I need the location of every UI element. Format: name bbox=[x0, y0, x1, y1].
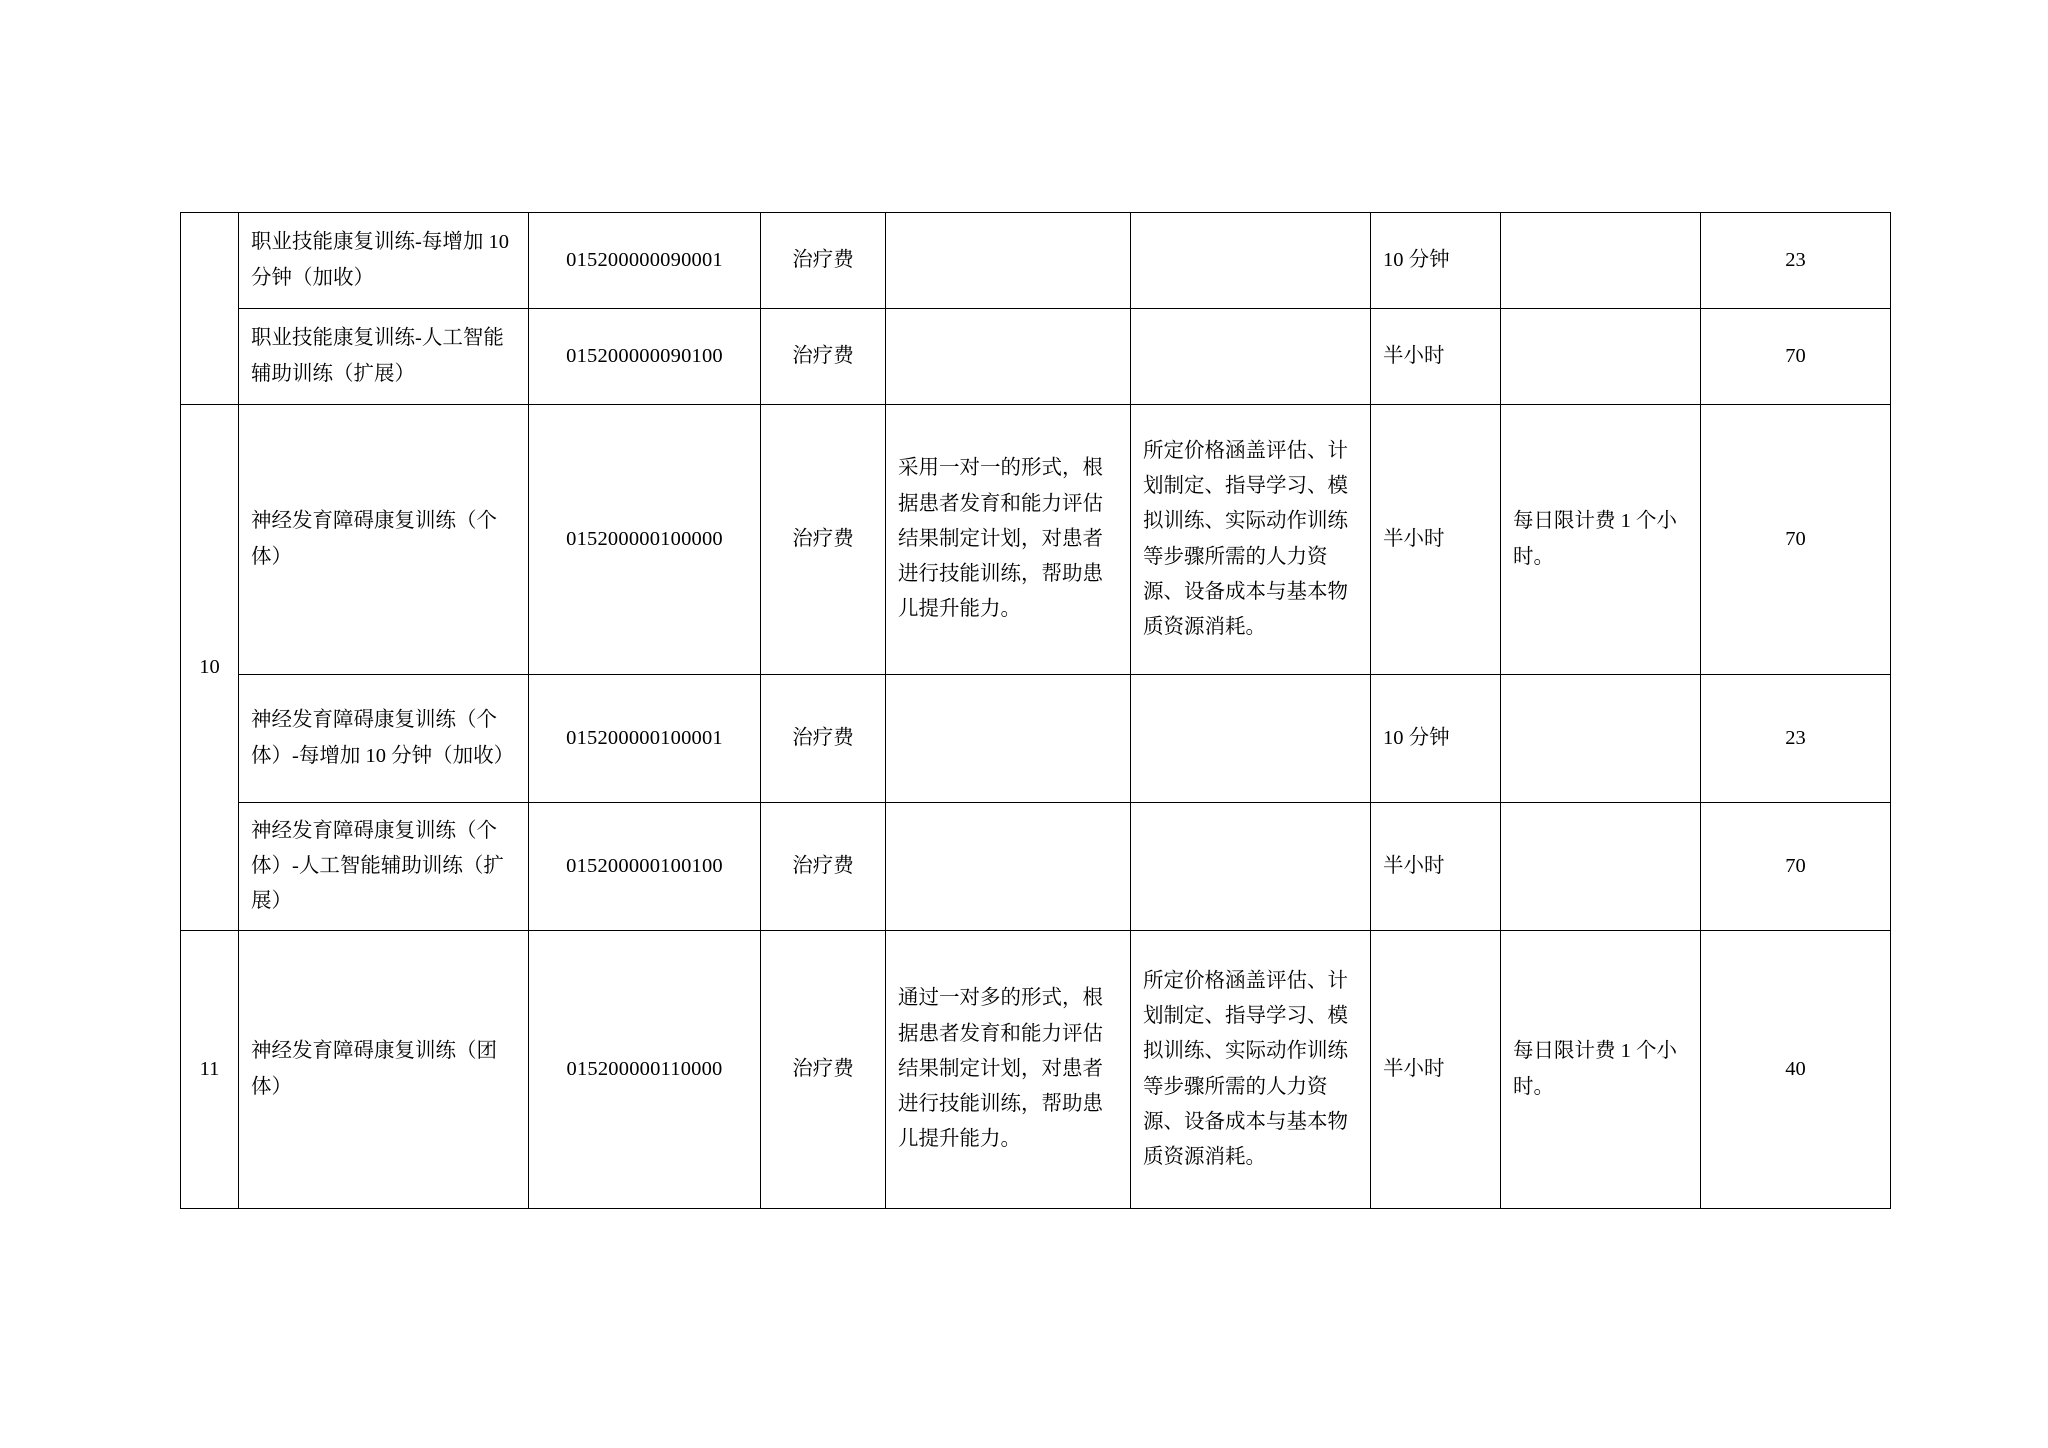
cell-name: 神经发育障碍康复训练（团体） bbox=[239, 931, 529, 1209]
cell-unit: 半小时 bbox=[1371, 405, 1501, 675]
cell-description: 采用一对一的形式，根据患者发育和能力评估结果制定计划，对患者进行技能训练，帮助患儿提升能力。 bbox=[886, 405, 1131, 675]
cell-name: 神经发育障碍康复训练（个体） bbox=[239, 405, 529, 675]
table-row bbox=[181, 675, 1891, 803]
cell-description bbox=[886, 803, 1131, 931]
cell-note bbox=[1501, 803, 1701, 931]
cell-code: 015200000100000 bbox=[529, 405, 761, 675]
cell-unit: 10 分钟 bbox=[1371, 213, 1501, 309]
cell-price: 70 bbox=[1701, 309, 1891, 405]
cell-code: 015200000100100 bbox=[529, 803, 761, 931]
cell-note: 每日限计费 1 个小时。 bbox=[1501, 931, 1701, 1209]
table-row bbox=[181, 405, 1891, 675]
cell-fee-type: 治疗费 bbox=[761, 405, 886, 675]
cell-code: 015200000090001 bbox=[529, 213, 761, 309]
cell-included: 所定价格涵盖评估、计划制定、指导学习、模拟训练、实际动作训练等步骤所需的人力资源、设备成本与基本物质资源消耗。 bbox=[1131, 405, 1371, 675]
cell-included bbox=[1131, 213, 1371, 309]
table-row bbox=[181, 803, 1891, 931]
table-row bbox=[181, 309, 1891, 405]
cell-code: 015200000110000 bbox=[529, 931, 761, 1209]
cell-note: 每日限计费 1 个小时。 bbox=[1501, 405, 1701, 675]
cell-fee-type: 治疗费 bbox=[761, 675, 886, 803]
cell-index bbox=[181, 213, 239, 405]
cell-unit: 半小时 bbox=[1371, 309, 1501, 405]
cell-price: 70 bbox=[1701, 803, 1891, 931]
cell-description bbox=[886, 309, 1131, 405]
cell-description bbox=[886, 675, 1131, 803]
cell-fee-type: 治疗费 bbox=[761, 309, 886, 405]
cell-included bbox=[1131, 309, 1371, 405]
table-row bbox=[181, 213, 1891, 309]
cell-code: 015200000090100 bbox=[529, 309, 761, 405]
cell-description bbox=[886, 213, 1131, 309]
cell-name: 神经发育障碍康复训练（个体）-人工智能辅助训练（扩展） bbox=[239, 803, 529, 931]
cell-code: 015200000100001 bbox=[529, 675, 761, 803]
cell-price: 23 bbox=[1701, 675, 1891, 803]
cell-unit: 10 分钟 bbox=[1371, 675, 1501, 803]
cell-index: 10 bbox=[181, 405, 239, 931]
cell-included bbox=[1131, 803, 1371, 931]
cell-unit: 半小时 bbox=[1371, 803, 1501, 931]
cell-description: 通过一对多的形式，根据患者发育和能力评估结果制定计划，对患者进行技能训练，帮助患儿提升能力。 bbox=[886, 931, 1131, 1209]
price-table-container bbox=[180, 212, 1890, 1209]
cell-fee-type: 治疗费 bbox=[761, 931, 886, 1209]
cell-note bbox=[1501, 213, 1701, 309]
cell-fee-type: 治疗费 bbox=[761, 213, 886, 309]
cell-included: 所定价格涵盖评估、计划制定、指导学习、模拟训练、实际动作训练等步骤所需的人力资源、设备成本与基本物质资源消耗。 bbox=[1131, 931, 1371, 1209]
cell-unit: 半小时 bbox=[1371, 931, 1501, 1209]
cell-price: 23 bbox=[1701, 213, 1891, 309]
cell-name: 职业技能康复训练-每增加 10 分钟（加收） bbox=[239, 213, 529, 309]
cell-name: 神经发育障碍康复训练（个体）-每增加 10 分钟（加收） bbox=[239, 675, 529, 803]
cell-price: 70 bbox=[1701, 405, 1891, 675]
cell-fee-type: 治疗费 bbox=[761, 803, 886, 931]
cell-note bbox=[1501, 309, 1701, 405]
cell-note bbox=[1501, 675, 1701, 803]
cell-name: 职业技能康复训练-人工智能辅助训练（扩展） bbox=[239, 309, 529, 405]
price-table bbox=[180, 212, 1891, 1209]
table-row bbox=[181, 931, 1891, 1209]
cell-included bbox=[1131, 675, 1371, 803]
cell-index: 11 bbox=[181, 931, 239, 1209]
cell-price: 40 bbox=[1701, 931, 1891, 1209]
